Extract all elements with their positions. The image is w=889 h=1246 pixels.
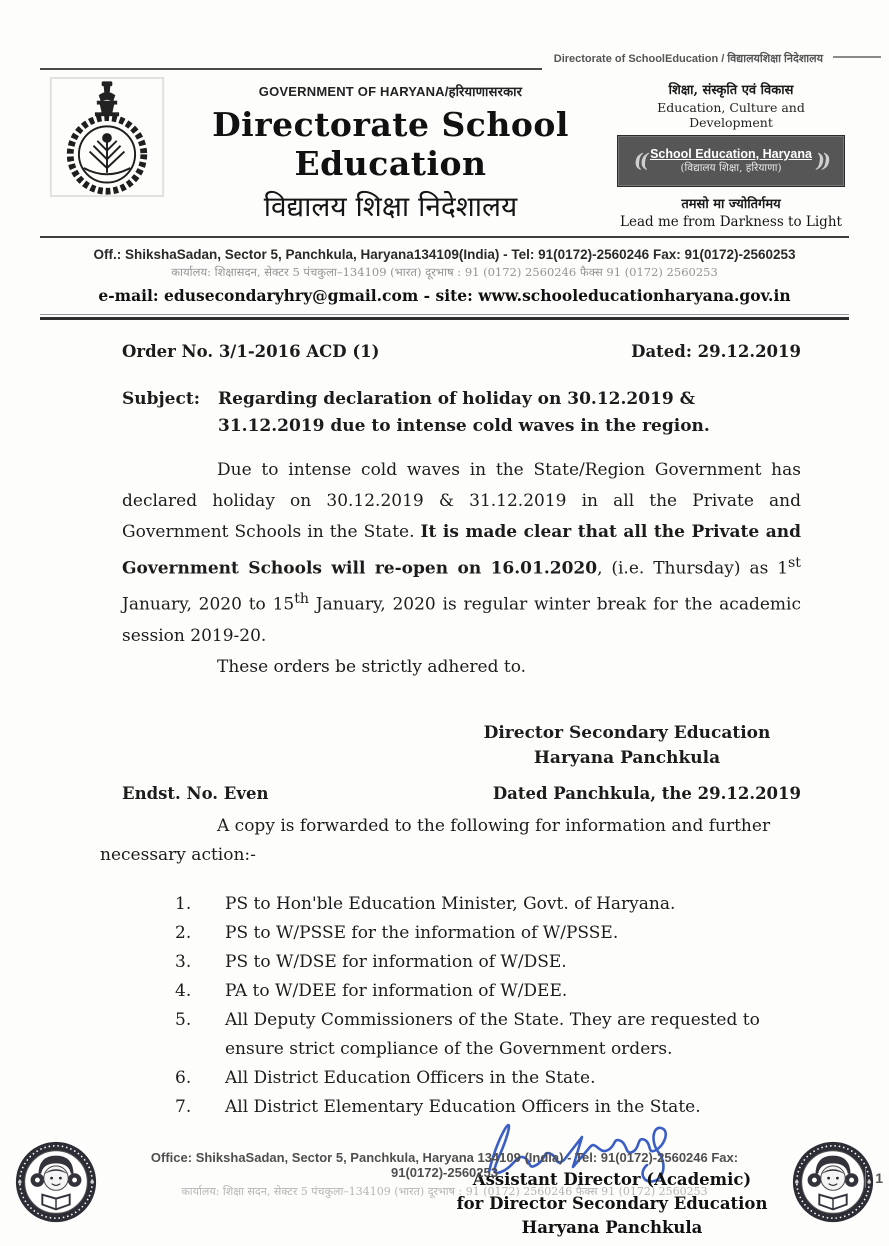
directorate-title-hi: विद्यालय शिक्षा निदेशालय — [263, 190, 518, 223]
endst-number: Endst. No. Even — [122, 784, 269, 804]
letterhead — [0, 72, 889, 230]
motto-hi: तमसो मा ज्योतिर्गमय — [681, 197, 781, 212]
paragraph-segment: January, 2020 to 15 — [122, 595, 295, 616]
list-item-number: 1. — [175, 894, 192, 915]
page-number-divider — [865, 1168, 867, 1188]
forward-note — [100, 812, 801, 870]
list-item-text: All District Elementary Education Officers in the State. — [225, 1097, 701, 1118]
office-address-hi: कार्यालय: शिक्षासदन, सेक्टर 5 पंचकुला–134109 (भारत) दूरभाष : 91 (0172) 2560246 फैक्स 91 (0172) 2560253 — [171, 265, 718, 279]
order-date: Dated: 29.12.2019 — [631, 342, 801, 361]
paragraph-segment: January, 2020 is regular winter break for the academic session 2019-20. — [122, 595, 801, 647]
top-rule-line-right — [833, 56, 881, 58]
paragraph-bold-segment: It is made clear that all the Private and Government Schools will re-open on 16.01.2020 — [122, 521, 802, 579]
badge-right-swoosh: )) — [814, 150, 830, 172]
government-line: GOVERNMENT OF HARYANA/हरियाणासरकार — [258, 84, 523, 99]
top-rule-line — [40, 68, 542, 70]
top-right-label: Directorate of SchoolEducation / विद्यालयशिक्षा निदेशालय — [553, 52, 823, 65]
list-item-text: PS to W/DSE for information of W/DSE. — [225, 952, 567, 973]
email-website-line: e-mail: edusecondaryhry@gmail.com - site: www.schooleducationharyana.gov.in — [98, 286, 791, 305]
haryana-emblem-icon — [48, 76, 166, 198]
director-title: Director Secondary Education — [483, 723, 771, 744]
page-number — [865, 1168, 883, 1188]
list-item-number: 7. — [175, 1097, 192, 1118]
directorate-title-en: Directorate School Education — [212, 105, 569, 183]
list-item-number: 2. — [175, 923, 192, 944]
list-item — [122, 1006, 801, 1064]
order-header-row — [122, 342, 801, 361]
superscript: st — [788, 554, 801, 571]
signoff-for-line: for Director Secondary Education — [456, 1194, 768, 1214]
list-item — [122, 890, 801, 919]
list-item — [122, 919, 801, 948]
footer-address-en: Office: ShikshaSadan, Sector 5, Panchkula, Haryana 134109 (India) - Tel: 91(0172)-2560246 Fax: 91(0172)-2560253 — [150, 1150, 739, 1180]
badge-left-swoosh: (( — [632, 150, 648, 172]
list-item — [122, 977, 801, 1006]
signoff-location: Haryana Panchkula — [521, 1218, 703, 1238]
badge-title: School Education, Haryana — [650, 146, 812, 161]
paragraph-segment: , (i.e. Thursday) as 1 — [597, 558, 789, 579]
school-education-badge — [617, 135, 845, 187]
footer-address-block — [100, 1138, 789, 1199]
letterhead-center — [166, 74, 615, 230]
director-signoff — [457, 721, 797, 771]
department-line-en: Education, Culture and Development — [657, 100, 805, 130]
orders-adhered-line: These orders be strictly adhered to. — [217, 657, 527, 678]
subject-row — [122, 386, 801, 440]
list-item-text: All District Education Officers in the State. — [225, 1068, 596, 1089]
director-location: Haryana Panchkula — [533, 748, 721, 769]
badge-subtitle: (विद्यालय शिक्षा, हरियाणा) — [680, 162, 782, 175]
list-item-number: 3. — [175, 952, 192, 973]
forward-note-line2: necessary action:- — [100, 845, 256, 866]
recipient-list — [122, 890, 801, 1122]
list-item-number: 5. — [175, 1010, 192, 1031]
order-number: Order No. 3/1-2016 ACD (1) — [122, 342, 380, 361]
endst-date: Dated Panchkula, the 29.12.2019 — [492, 784, 801, 804]
subject-text: Regarding declaration of holiday on 30.12.2019 & 31.12.2019 due to intense cold waves in the region. — [218, 389, 710, 436]
page-footer — [0, 1138, 889, 1226]
list-item-text: All Deputy Commissioners of the State. They are requested to ensure strict compliance of the Government orders. — [225, 1010, 760, 1060]
list-item — [122, 1093, 801, 1122]
list-item-text: PS to W/PSSE for the information of W/PSSE. — [225, 923, 619, 944]
forward-note-line1: A copy is forwarded to the following for information and further — [217, 816, 771, 837]
footer-address-hi: कार्यालय: शिक्षा सदन, सेक्टर 5 पंचकुला–134109 (भारत) दूरभाष : 91 (0172) 2560246 फैक्स 91 (0172) 2560253 — [181, 1185, 708, 1198]
letterhead-right — [615, 74, 847, 230]
office-address-en: Off.: ShikshaSadan, Sector 5, Panchkula, Haryana134109(India) - Tel: 91(0172)-2560246 Fax: 91(0172)-2560253 — [93, 247, 796, 262]
main-paragraph — [122, 455, 801, 652]
motto-en: Lead me from Darkness to Light — [620, 214, 842, 230]
top-rule — [40, 50, 881, 72]
address-block — [0, 238, 889, 305]
list-item-number: 6. — [175, 1068, 192, 1089]
address-divider-thin — [40, 314, 849, 315]
list-item-number: 4. — [175, 981, 192, 1002]
page-number-value: 1 — [875, 1170, 883, 1186]
endst-row — [122, 784, 801, 803]
superscript: th — [294, 591, 310, 608]
document-body — [0, 342, 889, 1246]
subject-label: Subject: — [122, 389, 200, 409]
list-item-text: PA to W/DEE for information of W/DEE. — [225, 981, 568, 1002]
department-line-hi: शिक्षा, संस्कृति एवं विकास — [668, 83, 794, 98]
paragraph-segment: Due to intense cold waves in the State/Region Government has declared holiday on 30.12.2019 & 31.12.2019 in all the Private and Government Schools in the State. — [122, 459, 801, 542]
girl-reading-badge-icon — [12, 1138, 100, 1226]
list-item — [122, 1064, 801, 1093]
signoff-title: Assistant Director (Academic) — [472, 1170, 752, 1190]
list-item — [122, 948, 801, 977]
address-divider-thick — [40, 317, 849, 320]
list-item-text: PS to Hon'ble Education Minister, Govt. of Haryana. — [225, 894, 676, 915]
